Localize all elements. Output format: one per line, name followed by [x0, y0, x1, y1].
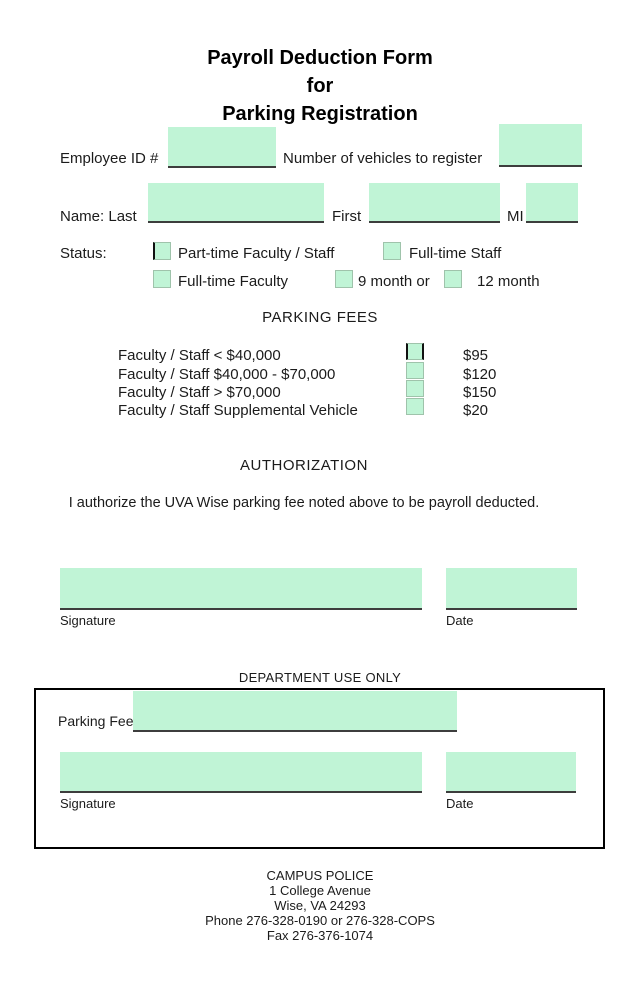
dept-signature-field[interactable]	[60, 752, 422, 793]
status-option-full-time-staff-label: Full-time Staff	[409, 245, 502, 262]
employee-id-label: Employee ID #	[60, 150, 159, 167]
fee-checkbox-over-70k[interactable]	[406, 380, 424, 397]
footer-contact-block	[0, 868, 640, 943]
footer-org-name: CAMPUS POLICE	[266, 868, 374, 883]
signature-field[interactable]	[60, 568, 422, 610]
authorization-statement: I authorize the UVA Wise parking fee noted above to be payroll deducted.	[68, 495, 540, 511]
status-option-part-time-label: Part-time Faculty / Staff	[178, 245, 335, 262]
date-field[interactable]	[446, 568, 577, 610]
vehicles-field[interactable]	[499, 124, 582, 167]
dept-parking-fee-label: Parking Fee	[58, 713, 134, 729]
form-title-line-2: for	[306, 75, 334, 97]
department-use-heading: DEPARTMENT USE ONLY	[238, 670, 402, 685]
status-checkbox-9-month[interactable]	[335, 270, 353, 288]
last-name-field[interactable]	[148, 183, 324, 223]
fee-row	[0, 346, 640, 365]
form-title-line-1: Payroll Deduction Form	[207, 47, 433, 69]
first-name-field[interactable]	[369, 183, 500, 223]
fee-checkbox-under-40k[interactable]	[406, 343, 424, 360]
name-last-label: Name: Last	[60, 208, 137, 225]
status-option-12-month-label: 12 month	[477, 273, 540, 290]
dept-signature-label: Signature	[60, 796, 116, 811]
fee-label-under-40k: Faculty / Staff < $40,000	[118, 347, 281, 364]
status-checkbox-full-time-faculty[interactable]	[153, 270, 171, 288]
fee-label-over-70k: Faculty / Staff > $70,000	[118, 384, 281, 401]
employee-id-field[interactable]	[168, 127, 276, 168]
dept-date-field[interactable]	[446, 752, 576, 793]
status-label: Status:	[60, 245, 107, 262]
status-checkbox-full-time-staff[interactable]	[383, 242, 401, 260]
dept-parking-fee-field[interactable]	[133, 691, 457, 732]
middle-initial-field[interactable]	[526, 183, 578, 223]
fee-row	[0, 401, 640, 420]
name-mi-label: MI	[507, 208, 524, 225]
signature-label: Signature	[60, 613, 116, 628]
footer-city-line: Wise, VA 24293	[274, 898, 366, 913]
status-checkbox-12-month[interactable]	[444, 270, 462, 288]
fee-price-over-70k: $150	[463, 384, 497, 401]
fee-label-40k-70k: Faculty / Staff $40,000 - $70,000	[118, 366, 336, 383]
footer-fax-line: Fax 276-376-1074	[266, 928, 374, 943]
fee-row	[0, 383, 640, 402]
fee-checkbox-supplemental[interactable]	[406, 398, 424, 415]
status-option-9-month-label: 9 month or	[358, 273, 430, 290]
authorization-heading: AUTHORIZATION	[240, 457, 368, 474]
footer-address-line: 1 College Avenue	[269, 883, 371, 898]
footer-phone-line: Phone 276-328-0190 or 276-328-COPS	[205, 913, 435, 928]
name-first-label: First	[332, 208, 362, 225]
parking-fees-heading: PARKING FEES	[262, 309, 378, 326]
date-label: Date	[446, 613, 474, 628]
fee-label-supplemental: Faculty / Staff Supplemental Vehicle	[118, 402, 358, 419]
status-checkbox-part-time[interactable]	[153, 242, 171, 260]
fee-checkbox-40k-70k[interactable]	[406, 362, 424, 379]
vehicles-label: Number of vehicles to register	[283, 150, 483, 167]
fee-price-40k-70k: $120	[463, 366, 497, 383]
fee-price-supplemental: $20	[463, 402, 489, 419]
fee-row	[0, 365, 640, 384]
form-title	[0, 44, 640, 128]
status-option-full-time-faculty-label: Full-time Faculty	[178, 273, 289, 290]
fee-price-under-40k: $95	[463, 347, 489, 364]
form-title-line-3: Parking Registration	[222, 103, 418, 125]
dept-date-label: Date	[446, 796, 474, 811]
